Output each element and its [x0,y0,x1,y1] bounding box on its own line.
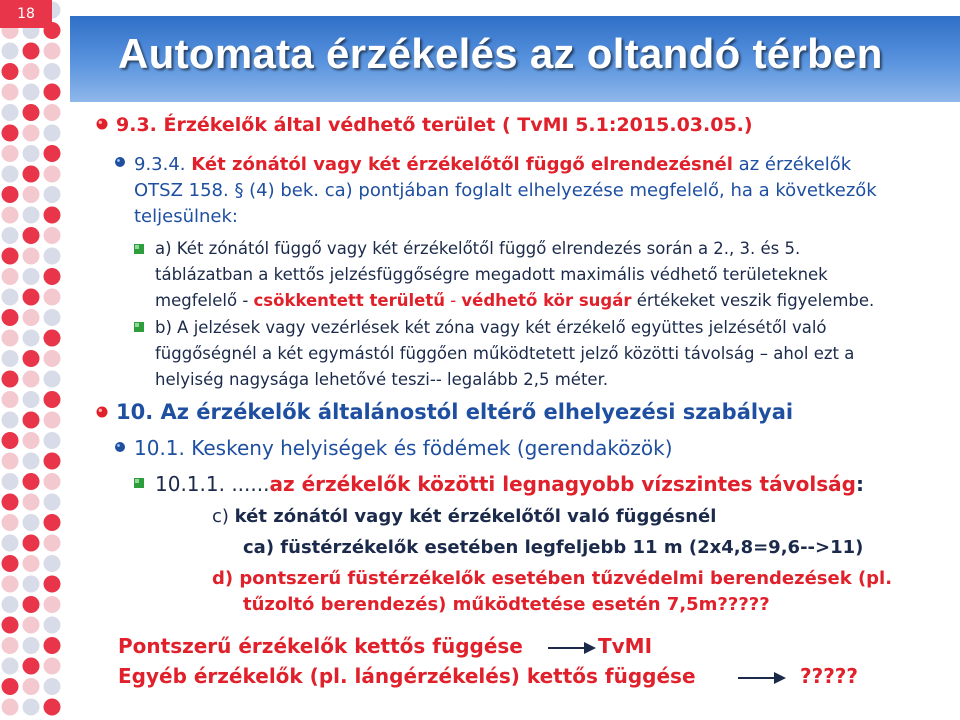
item-b-line-2: függőségnél a két egymástól függően működtetett jelző közötti távolság – ahol ezt a [155,344,855,363]
item-a-post: értékeket veszik figyelembe. [636,291,875,310]
bullet-red-icon [95,405,109,419]
item-b-line-1: b) A jelzések vagy vezérlések két zóna vagy két érzékelő együttes jelzésétől való [155,318,827,337]
section-heading-10: 10. Az érzékelők általánostól eltérő elhelyezési szabályai [116,400,794,424]
bullet-blue-icon [114,441,126,453]
subsection-line-3: teljesülnek: [134,206,238,227]
bullet-green-icon [134,322,145,333]
item-10-1-1 [155,472,864,496]
item-10-1-1-number: 10.1.1. ...... [155,472,270,496]
line-c [212,506,716,527]
arrow-right-icon [738,668,788,688]
subsection-10-1: 10.1. Keskeny helyiségek és födémek (gerendaközök) [134,436,673,460]
subsection-line-2: OTSZ 158. § (4) bek. ca) pontjában foglalt elhelyezése megfelelő, ha a következők [134,180,877,201]
subsection-number: 9.3.4. [134,154,186,175]
item-10-1-1-red: az érzékelők közötti legnagyobb vízszintes távolság [269,472,856,496]
bullet-green-icon [134,478,145,489]
bullet-red-icon [95,117,109,131]
bullet-blue-icon [114,156,126,168]
item-a-pre: megfelelő - [155,291,249,310]
subsection-rest: az érzékelők [738,154,852,175]
line-d-2: tűzoltó berendezés) működtetése esetén 7,5m????? [243,594,770,615]
line-c-bold: két zónától vagy két érzékelőtől való függésnél [234,506,717,527]
item-a-line-1: a) Két zónától függő vagy két érzékelőtől függő elrendezés során a 2., 3. és 5. [155,239,801,258]
footer-line-1-left: Pontszerű érzékelők kettős függése [118,634,523,658]
section-heading-9-3: 9.3. Érzékelők által védhető terület ( TvMI 5.1:2015.03.05.) [116,114,753,136]
footer-line-2-left: Egyéb érzékelők (pl. lángérzékelés) kettős függése [118,664,696,688]
line-ca: ca) füstérzékelők esetében legfeljebb 11 m (2x4,8=9,6-->11) [243,537,864,558]
bullet-green-icon [134,244,145,255]
arrow-right-icon [548,638,598,658]
line-c-prefix: c) [212,506,229,527]
item-a-red-2: védhető kör sugár [461,291,632,310]
dot-pattern-decoration [0,0,70,720]
item-10-1-1-colon: : [855,472,864,496]
item-a-dash: - [450,291,457,310]
subsection-bold-text: Két zónától vagy két érzékelőtől függő elrendezésnél [191,154,733,175]
slide-title: Automata érzékelés az oltandó térben [118,30,883,77]
line-d-1: d) pontszerű füstérzékelők esetében tűzvédelmi berendezések (pl. [212,568,893,589]
item-a-red-1: csökkentett területű [253,291,445,310]
item-b-line-3: helyiség nagysága lehetővé teszi-- legalább 2,5 méter. [155,370,609,389]
item-a-line-3 [155,291,874,310]
footer-line-2-right: ????? [800,664,859,688]
footer-line-1-right: TvMI [598,634,653,658]
subsection-9-3-4 [134,154,851,175]
page-number: 18 [0,0,52,28]
item-a-line-2: táblázatban a kettős jelzésfüggőségre megadott maximális védhető területeknek [155,265,828,284]
